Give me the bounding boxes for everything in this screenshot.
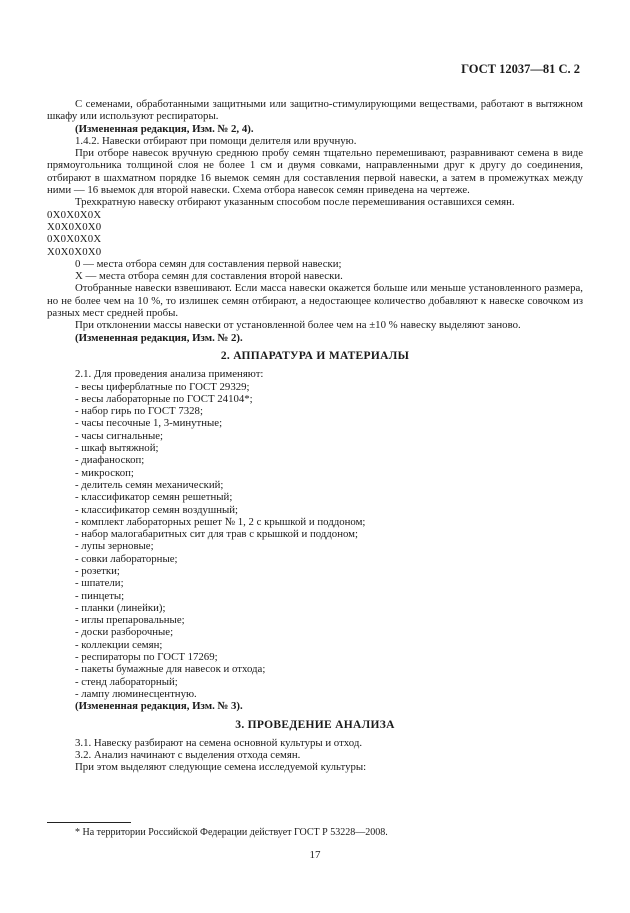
legend-x: X — места отбора семян для составления второй навески. bbox=[75, 270, 343, 283]
document-header: ГОСТ 12037—81 С. 2 bbox=[461, 62, 580, 76]
paragraph: При этом выделяют следующие семена исследуемой культуры: bbox=[75, 761, 367, 774]
paragraph: При отборе навесок вручную среднюю пробу семян тщательно перемешивают, разравнивают семена в виде прямоугольника толщиной слоя не более 1 см и двумя совками, направленными друг к другу до соединения, отбирают в шахматном порядке 16 выемок семян для составления первой навески, а затем в промежутках между ними — 16 выемок для второй навески. Схема отбора навесок семян приведена на чертеже. bbox=[47, 147, 583, 197]
list-item: - комплект лабораторных решет № 1, 2 с крышкой и поддоном; bbox=[75, 515, 366, 528]
list-item: - микроскоп; bbox=[75, 466, 134, 479]
revision-note: (Измененная редакция, Изм. № 3). bbox=[75, 700, 243, 713]
list-item: - лупы зерновые; bbox=[75, 540, 154, 553]
list-item: - классификатор семян воздушный; bbox=[75, 503, 239, 516]
list-item: - доски разборочные; bbox=[75, 626, 174, 639]
page-body bbox=[47, 98, 583, 774]
paragraph: Трехкратную навеску отбирают указанным способом после перемешивания оставшихся семян. bbox=[75, 196, 515, 209]
list-item: - лампу люминесцентную. bbox=[75, 687, 197, 700]
section-title: 2. АППАРАТУРА И МАТЕРИАЛЫ bbox=[220, 349, 410, 362]
list-item: - классификатор семян решетный; bbox=[75, 491, 233, 504]
list-item: - весы лабораторные по ГОСТ 24104*; bbox=[75, 392, 253, 405]
list-item: - весы циферблатные по ГОСТ 29329; bbox=[75, 380, 250, 393]
list-item: - коллекции семян; bbox=[75, 638, 163, 651]
revision-note: (Измененная редакция, Изм. № 2). bbox=[75, 331, 243, 344]
paragraph: С семенами, обработанными защитными или защитно-стимулирующими веществами, работают в вытяжном шкафу или используют респираторы. bbox=[47, 98, 583, 123]
list-item: - совки лабораторные; bbox=[75, 552, 178, 565]
clause-3-2: 3.2. Анализ начинают с выделения отхода семян. bbox=[75, 749, 301, 762]
page-number: 17 bbox=[309, 849, 321, 861]
list-item: - набор гирь по ГОСТ 7328; bbox=[75, 405, 203, 418]
list-item: - делитель семян механический; bbox=[75, 478, 224, 491]
clause-2-1: 2.1. Для проведения анализа применяют: bbox=[75, 368, 264, 381]
list-item: - пакеты бумажные для навесок и отхода; bbox=[75, 663, 266, 676]
list-item: - шкаф вытяжной; bbox=[75, 442, 159, 455]
section-title: 3. ПРОВЕДЕНИЕ АНАЛИЗА bbox=[235, 718, 395, 731]
list-item: - пинцеты; bbox=[75, 589, 125, 602]
list-item: - розетки; bbox=[75, 564, 120, 577]
equipment-list bbox=[47, 381, 583, 701]
list-item: - стенд лабораторный; bbox=[75, 675, 178, 688]
sampling-scheme bbox=[47, 209, 583, 258]
list-item: - шпатели; bbox=[75, 577, 124, 590]
paragraph: При отклонении массы навески от установленной более чем на ±10 % навеску выделяют заново. bbox=[75, 319, 521, 332]
list-item: - часы песочные 1, 3-минутные; bbox=[75, 417, 223, 430]
scheme-row: 0X0X0X0X bbox=[47, 233, 102, 246]
clause-1-4-2: 1.4.2. Навески отбирают при помощи делителя или вручную. bbox=[75, 134, 357, 147]
footnote-divider bbox=[47, 822, 131, 823]
clause-3-1: 3.1. Навеску разбирают на семена основной культуры и отход. bbox=[75, 736, 363, 749]
list-item: - диафаноскоп; bbox=[75, 454, 145, 467]
legend-zero: 0 — места отбора семян для составления первой навески; bbox=[75, 257, 342, 270]
paragraph: Отобранные навески взвешивают. Если масса навески окажется больше или меньше установленного размера, но не более чем на 10 %, то излишек семян отбирают, а недостающее количество добавляют к навеске совочком из разных мест средней пробы. bbox=[47, 282, 583, 320]
scheme-row: X0X0X0X0 bbox=[47, 245, 102, 258]
list-item: - иглы препаровальные; bbox=[75, 614, 185, 627]
list-item: - часы сигнальные; bbox=[75, 429, 164, 442]
list-item: - набор малогабаритных сит для трав с крышкой и поддоном; bbox=[75, 528, 358, 541]
revision-note: (Измененная редакция, Изм. № 2, 4). bbox=[75, 122, 254, 135]
scheme-row: 0X0X0X0X bbox=[47, 208, 102, 221]
list-item: - респираторы по ГОСТ 17269; bbox=[75, 651, 218, 664]
list-item: - планки (линейки); bbox=[75, 601, 166, 614]
scheme-row: X0X0X0X0 bbox=[47, 220, 102, 233]
footnote: * На территории Российской Федерации действует ГОСТ Р 53228—2008. bbox=[75, 827, 388, 838]
